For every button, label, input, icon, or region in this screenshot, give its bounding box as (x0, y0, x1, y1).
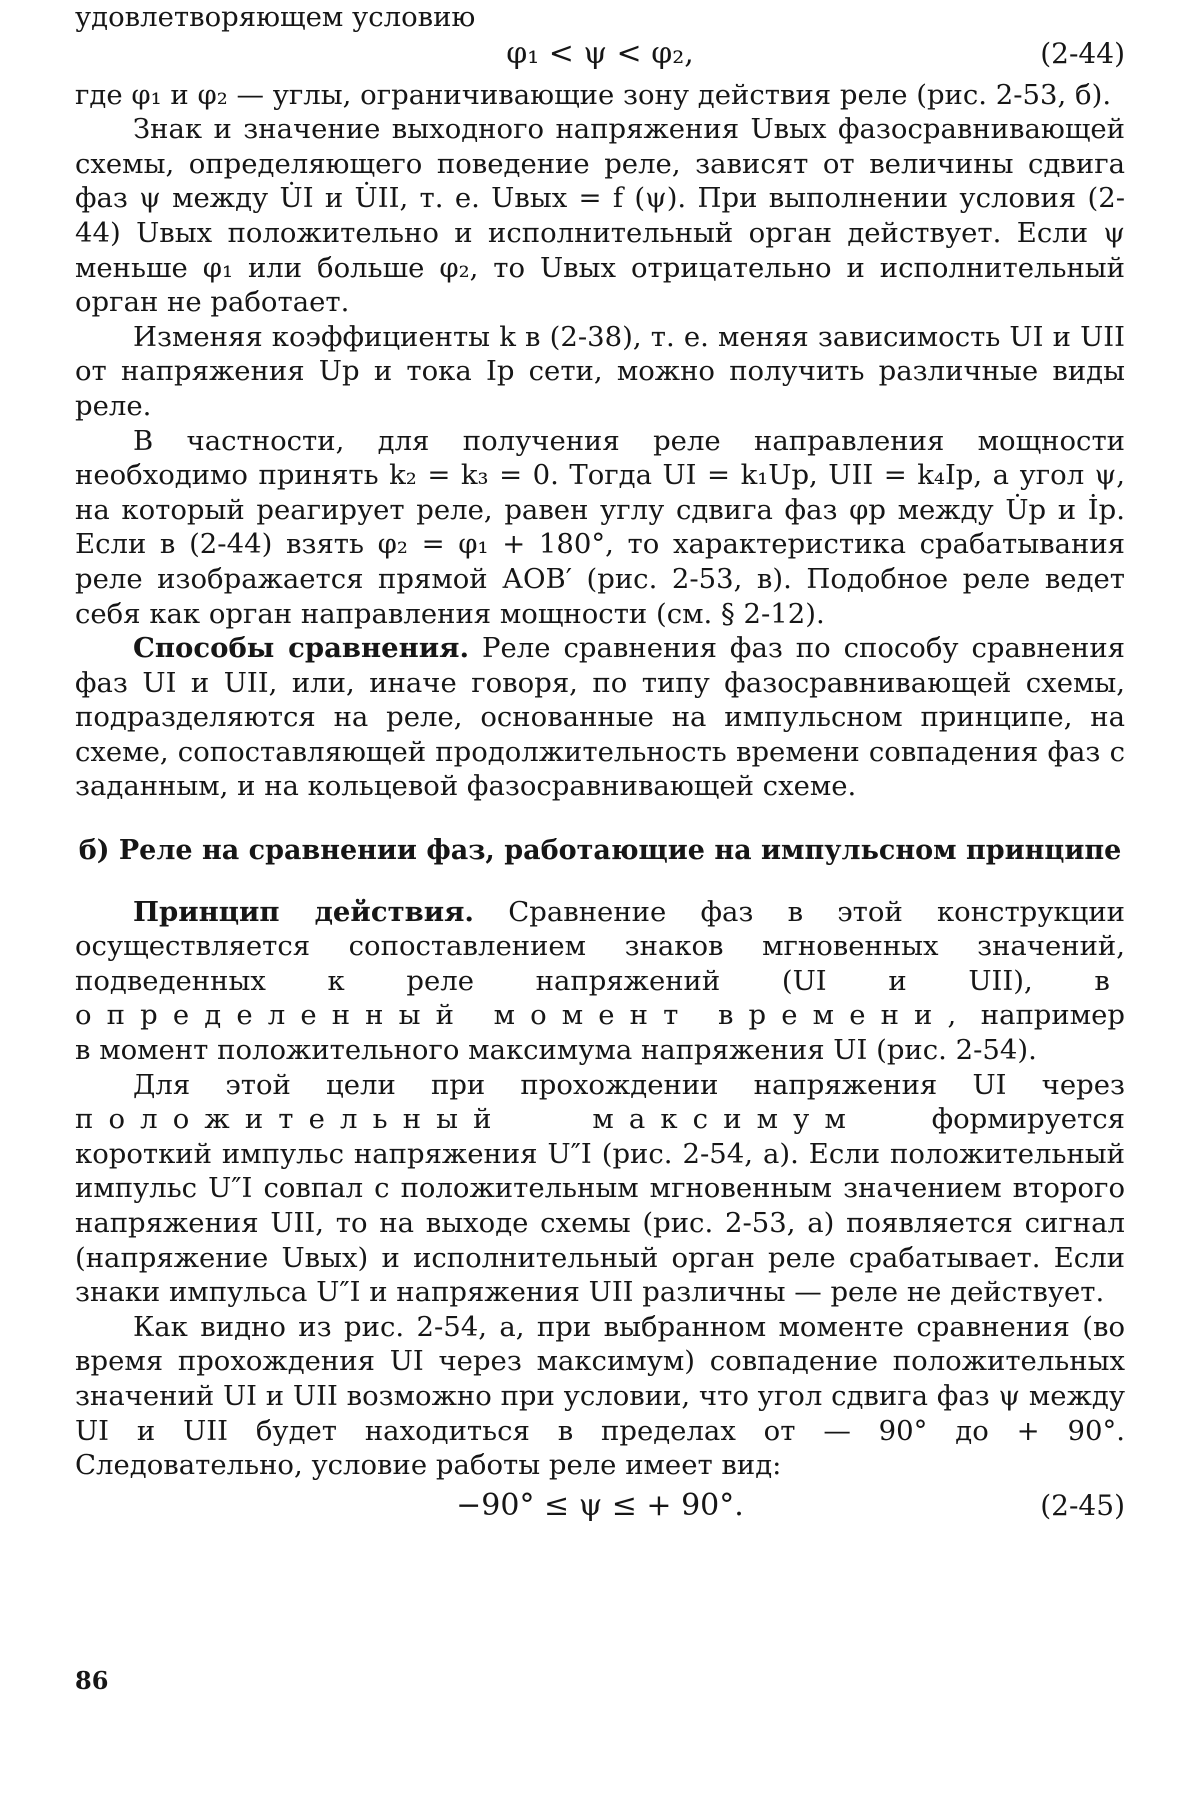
book-page (75, 0, 1125, 1811)
paragraph-text: например в момент положительного максимума напряжения UI (рис. 2-54). (75, 999, 1125, 1067)
run-in-heading: Способы сравнения. (133, 632, 470, 665)
equation-formula: −90° ≤ ψ ≤ + 90°. (456, 1487, 744, 1523)
paragraph-text: Реле сравнения фаз по способу сравнения фаз UI и UII, или, иначе говоря, по типу фазосравнивающей схемы, подразделяются на реле, основанные на импульсном принципе, на схеме, сопоставляющей продолжительность времени совпадения фаз с заданным, и на кольцевой фазосравнивающей схеме. (75, 632, 1126, 803)
emphasis-spaced: в определенный момент времени, (75, 964, 1125, 1032)
emphasis-spaced: положительный максимум (75, 1103, 861, 1136)
equation-2-44 (75, 37, 1125, 77)
equation-2-45 (75, 1489, 1125, 1533)
page-number: 86 (75, 1666, 109, 1695)
section-subheading: б) Реле на сравнении фаз, работающие на импульсном принципе (78, 835, 1122, 867)
paragraph-output-voltage: Знак и значение выходного напряжения Uвых фазосравнивающей схемы, определяющего поведение реле, зависят от величины сдвига фаз ψ между U̇I и U̇II, т. е. Uвых = f (ψ). При выполнении условия (2-44) Uвых положительно и исполнительный орган действует. Если ψ меньше φ₁ или больше φ₂, то Uвых отрицательно и исполнительный орган не работает. (75, 113, 1125, 319)
paragraph-text: Для этой цели при прохождении напряжения UI через (133, 1068, 1125, 1101)
equation-number: (2-44) (1040, 36, 1125, 70)
equation-number: (2-45) (1040, 1488, 1125, 1522)
paragraph-angles: где φ₁ и φ₂ — углы, ограничивающие зону действия реле (рис. 2-53, б). (75, 78, 1112, 111)
paragraph-text: Сравнение фаз в этой конструкции осуществляется сопоставлением знаков мгновенных значений, подведенных к реле напряжений (UI и UII), (75, 895, 1125, 997)
run-in-heading: Принцип действия. (133, 895, 474, 928)
paragraph-text: формируется короткий импульс напряжения U″I (рис. 2-54, а). Если положительный импульс U″I совпал с положительным мгновенным значением второго напряжения UII, то на выходе схемы (рис. 2-53, а) появляется сигнал (напряжение Uвых) и исполнительный орган реле срабатывает. Если знаки импульса U″I и напряжения UII различны — реле не действует. (75, 1103, 1125, 1309)
paragraph-power-direction: В частности, для получения реле направления мощности необходимо принять k₂ = k₃ = 0. Тогда UI = k₁Uр, UII = k₄Iр, а угол ψ, на который реагирует реле, равен углу сдвига фаз φр между U̇р и İр. Если в (2-44) взять φ₂ = φ₁ + 180°, то характеристика срабатывания реле изображается прямой АОВ′ (рис. 2-53, в). Подобное реле ведет себя как орган направления мощности (см. § 2-12). (75, 424, 1125, 630)
continuation-line: удовлетворяющем условию (75, 1, 476, 33)
paragraph-comparison-methods (75, 631, 1125, 804)
paragraph-condition: Как видно из рис. 2-54, а, при выбранном моменте сравнения (во время прохождения UI через максимум) совпадение положительных значений UI и UII возможно при условии, что угол сдвига фаз ψ между UI и UII будет находиться в пределах от — 90° до + 90°. Следовательно, условие работы реле имеет вид: (75, 1310, 1125, 1482)
paragraph-principle (75, 895, 1125, 1068)
equation-formula: φ₁ < ψ < φ₂, (506, 35, 694, 71)
paragraph-pulse (75, 1068, 1125, 1310)
paragraph-coefficients: Изменяя коэффициенты k в (2-38), т. е. меняя зависимость UI и UII от напряжения Uр и тока Iр сети, можно получить различные виды реле. (75, 320, 1125, 422)
